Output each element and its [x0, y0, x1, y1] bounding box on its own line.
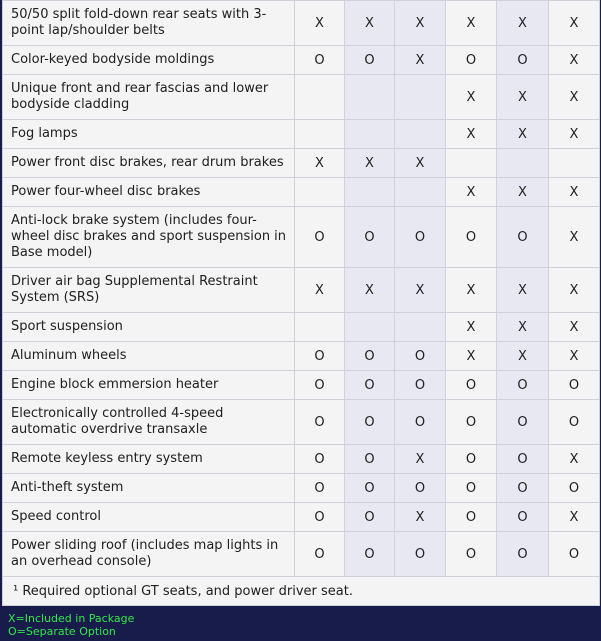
package-mark: O	[446, 503, 497, 532]
package-mark: O	[395, 400, 446, 445]
package-mark: O	[549, 474, 600, 503]
features-table	[2, 0, 600, 606]
feature-label: Power sliding roof (includes map lights in an overhead console)	[3, 532, 295, 577]
package-mark: O	[295, 474, 345, 503]
table-row	[3, 532, 600, 577]
package-mark: X	[395, 1, 446, 46]
table-row	[3, 400, 600, 445]
package-mark: X	[395, 46, 446, 75]
package-mark: O	[295, 445, 345, 474]
package-mark: O	[446, 46, 497, 75]
package-mark: O	[395, 532, 446, 577]
feature-label: Anti-theft system	[3, 474, 295, 503]
table-row	[3, 268, 600, 313]
feature-label: Color-keyed bodyside moldings	[3, 46, 295, 75]
package-mark: X	[395, 149, 446, 178]
package-mark	[497, 149, 549, 178]
feature-label: Speed control	[3, 503, 295, 532]
package-mark: X	[497, 75, 549, 120]
package-mark: O	[395, 474, 446, 503]
package-mark: X	[446, 268, 497, 313]
table-row	[3, 178, 600, 207]
feature-label: Fog lamps	[3, 120, 295, 149]
package-mark: O	[446, 207, 497, 268]
package-mark	[549, 149, 600, 178]
package-mark: O	[446, 371, 497, 400]
package-mark: O	[497, 371, 549, 400]
package-mark: X	[395, 445, 446, 474]
feature-label: Aluminum wheels	[3, 342, 295, 371]
package-mark: O	[345, 207, 395, 268]
package-mark: X	[549, 342, 600, 371]
package-mark: O	[345, 445, 395, 474]
package-mark: X	[549, 46, 600, 75]
package-mark: X	[549, 503, 600, 532]
package-mark: X	[549, 207, 600, 268]
package-mark	[395, 120, 446, 149]
feature-label: Electronically controlled 4-speed automatic overdrive transaxle	[3, 400, 295, 445]
package-mark: X	[395, 503, 446, 532]
package-mark: O	[295, 207, 345, 268]
package-mark	[345, 313, 395, 342]
package-mark: O	[295, 371, 345, 400]
package-mark: X	[549, 445, 600, 474]
package-mark: O	[497, 532, 549, 577]
table-row	[3, 46, 600, 75]
table-row	[3, 120, 600, 149]
package-mark: X	[446, 178, 497, 207]
package-mark	[295, 75, 345, 120]
table-row	[3, 149, 600, 178]
legend	[8, 612, 134, 638]
package-mark: O	[549, 532, 600, 577]
package-mark: X	[446, 313, 497, 342]
package-mark	[295, 120, 345, 149]
package-mark	[295, 178, 345, 207]
package-mark: O	[295, 46, 345, 75]
package-mark: O	[295, 342, 345, 371]
package-mark: O	[295, 503, 345, 532]
package-mark	[395, 178, 446, 207]
table-row	[3, 474, 600, 503]
package-mark: O	[497, 474, 549, 503]
feature-label: Power four-wheel disc brakes	[3, 178, 295, 207]
feature-label: Engine block emmersion heater	[3, 371, 295, 400]
footnote-row	[3, 577, 600, 606]
package-mark: X	[497, 342, 549, 371]
legend-included: X=Included in Package	[8, 612, 135, 625]
feature-label: Anti-lock brake system (includes four-wheel disc brakes and sport suspension in Base model)	[3, 207, 295, 268]
package-mark: O	[345, 46, 395, 75]
package-mark: X	[345, 1, 395, 46]
package-mark: X	[549, 178, 600, 207]
package-mark: O	[295, 532, 345, 577]
package-mark: X	[497, 120, 549, 149]
package-mark: O	[345, 532, 395, 577]
package-mark: O	[497, 46, 549, 75]
table-row	[3, 75, 600, 120]
package-mark: O	[345, 503, 395, 532]
table-row	[3, 445, 600, 474]
package-mark: O	[395, 342, 446, 371]
feature-label: Power front disc brakes, rear drum brakes	[3, 149, 295, 178]
package-mark: X	[446, 120, 497, 149]
feature-label: Remote keyless entry system	[3, 445, 295, 474]
table-row	[3, 207, 600, 268]
package-mark: O	[497, 400, 549, 445]
package-mark: O	[497, 207, 549, 268]
package-mark: X	[295, 268, 345, 313]
package-mark: X	[549, 268, 600, 313]
package-mark: X	[497, 268, 549, 313]
table-row	[3, 1, 600, 46]
package-mark: X	[395, 268, 446, 313]
package-mark: O	[446, 532, 497, 577]
package-mark	[345, 75, 395, 120]
package-mark: X	[549, 313, 600, 342]
legend-separate: O=Separate Option	[8, 625, 116, 638]
package-mark: O	[497, 445, 549, 474]
package-mark: O	[395, 371, 446, 400]
footnote: ¹ Required optional GT seats, and power driver seat.	[3, 577, 600, 606]
features-table-body	[3, 1, 600, 577]
package-mark: O	[395, 207, 446, 268]
package-mark: O	[446, 474, 497, 503]
package-mark: X	[295, 1, 345, 46]
package-mark: X	[497, 1, 549, 46]
package-mark: O	[446, 445, 497, 474]
package-mark: O	[497, 503, 549, 532]
package-mark: O	[345, 400, 395, 445]
package-mark: O	[345, 474, 395, 503]
package-mark: X	[549, 1, 600, 46]
package-mark	[345, 178, 395, 207]
package-mark: O	[345, 371, 395, 400]
package-mark: O	[549, 400, 600, 445]
package-mark: X	[549, 120, 600, 149]
package-mark: O	[549, 371, 600, 400]
package-mark: O	[345, 342, 395, 371]
feature-label: Sport suspension	[3, 313, 295, 342]
table-row	[3, 503, 600, 532]
package-mark: X	[497, 313, 549, 342]
package-mark: X	[497, 178, 549, 207]
package-mark: X	[446, 342, 497, 371]
package-mark: X	[549, 75, 600, 120]
package-mark: O	[295, 400, 345, 445]
feature-label: 50/50 split fold-down rear seats with 3-point lap/shoulder belts	[3, 1, 295, 46]
package-mark: X	[295, 149, 345, 178]
package-mark: X	[345, 268, 395, 313]
package-mark	[446, 149, 497, 178]
table-row	[3, 313, 600, 342]
package-mark	[345, 120, 395, 149]
package-mark: X	[446, 75, 497, 120]
table-row	[3, 371, 600, 400]
package-mark	[395, 75, 446, 120]
package-mark: O	[446, 400, 497, 445]
feature-label: Driver air bag Supplemental Restraint System (SRS)	[3, 268, 295, 313]
package-mark: X	[446, 1, 497, 46]
table-row	[3, 342, 600, 371]
package-mark: X	[345, 149, 395, 178]
package-mark	[395, 313, 446, 342]
feature-label: Unique front and rear fascias and lower bodyside cladding	[3, 75, 295, 120]
package-mark	[295, 313, 345, 342]
